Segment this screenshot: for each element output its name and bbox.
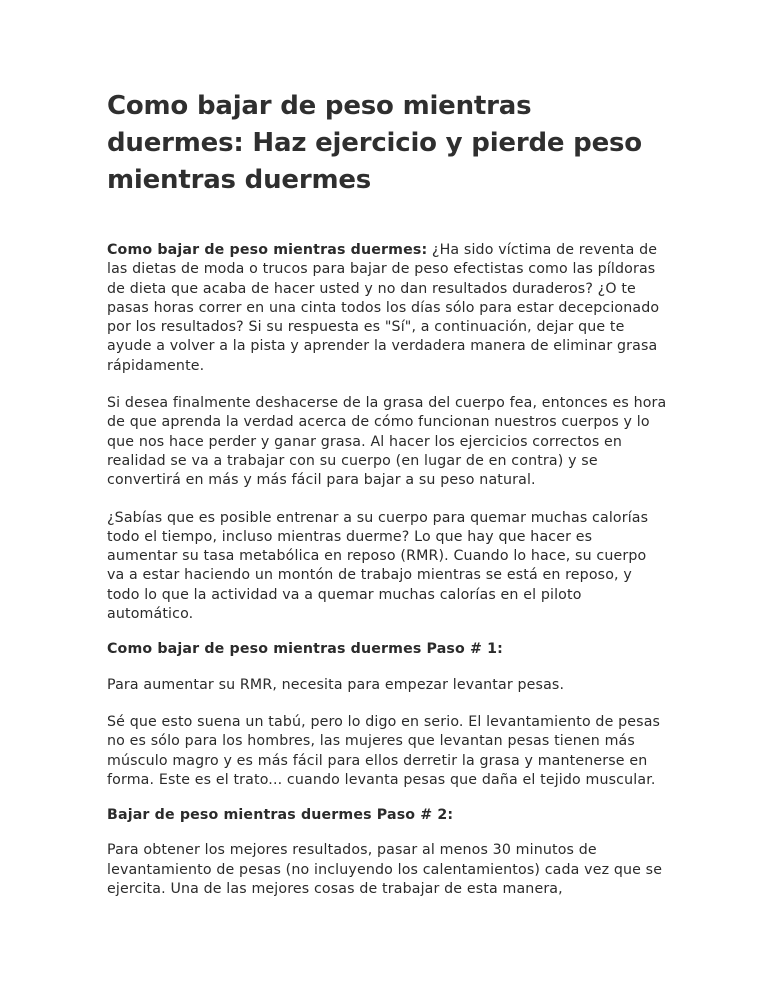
document-page (107, 88, 667, 899)
step-1-paragraph-2: Sé que esto suena un tabú, pero lo digo en serio. El levantamiento de pesas no es sólo para los hombres, las mujeres que levantan pesas tienen más músculo magro y es más fácil para ellos derretir la grasa y mantenerse en forma. Este es el trato... cuando levanta pesas que daña el tejido muscular. (107, 713, 661, 788)
intro-text: ¿Ha sido víctima de reventa de las dietas de moda o trucos para bajar de peso efectistas como las píldoras de dieta que acaba de hacer usted y no dan resultados duraderos? ¿O te pasas horas correr en una cinta todos los días sólo para estar decepcionado por los resultados? Si su respuesta es "Sí", a continuación, dejar que te ayude a volver a la pista y aprender la verdadera manera de eliminar grasa rápidamente. (107, 242, 660, 374)
step-2-paragraph-1: Para obtener los mejores resultados, pasar al menos 30 minutos de levantamiento de pesas (no incluyendo los calentamientos) cada vez que se ejercita. Una de las mejores cosas de trabajar de esta manera, (107, 842, 663, 898)
intro-paragraph (107, 241, 667, 376)
document-title: Como bajar de peso mientras duermes: Haz ejercicio y pierde peso mientras duermes (107, 91, 642, 195)
paragraph-3: ¿Sabías que es posible entrenar a su cuerpo para quemar muchas calorías todo el tiempo, incluso mientras duerme? Lo que hay que hacer es aumentar su tasa metabólica en reposo (RMR). Cuando lo hace, su cuerpo va a estar haciendo un montón de trabajo mientras se está en reposo, y todo lo que la actividad va a quemar muchas calorías en el piloto automático. (107, 509, 649, 623)
step-1-paragraph-1: Para aumentar su RMR, necesita para empezar levantar pesas. (107, 676, 565, 693)
step-1-heading: Como bajar de peso mientras duermes Paso # 1: (107, 641, 503, 658)
step-2-heading: Bajar de peso mientras duermes Paso # 2: (107, 807, 454, 824)
paragraph-2: Si desea finalmente deshacerse de la grasa del cuerpo fea, entonces es hora de que aprenda la verdad acerca de cómo funcionan nuestros cuerpos y lo que nos hace perder y ganar grasa. Al hacer los ejercicios correctos en realidad se va a trabajar con su cuerpo (en lugar de en contra) y se convertirá en más y más fácil para bajar a su peso natural. (107, 395, 667, 489)
intro-lead: Como bajar de peso mientras duermes: (107, 242, 428, 258)
